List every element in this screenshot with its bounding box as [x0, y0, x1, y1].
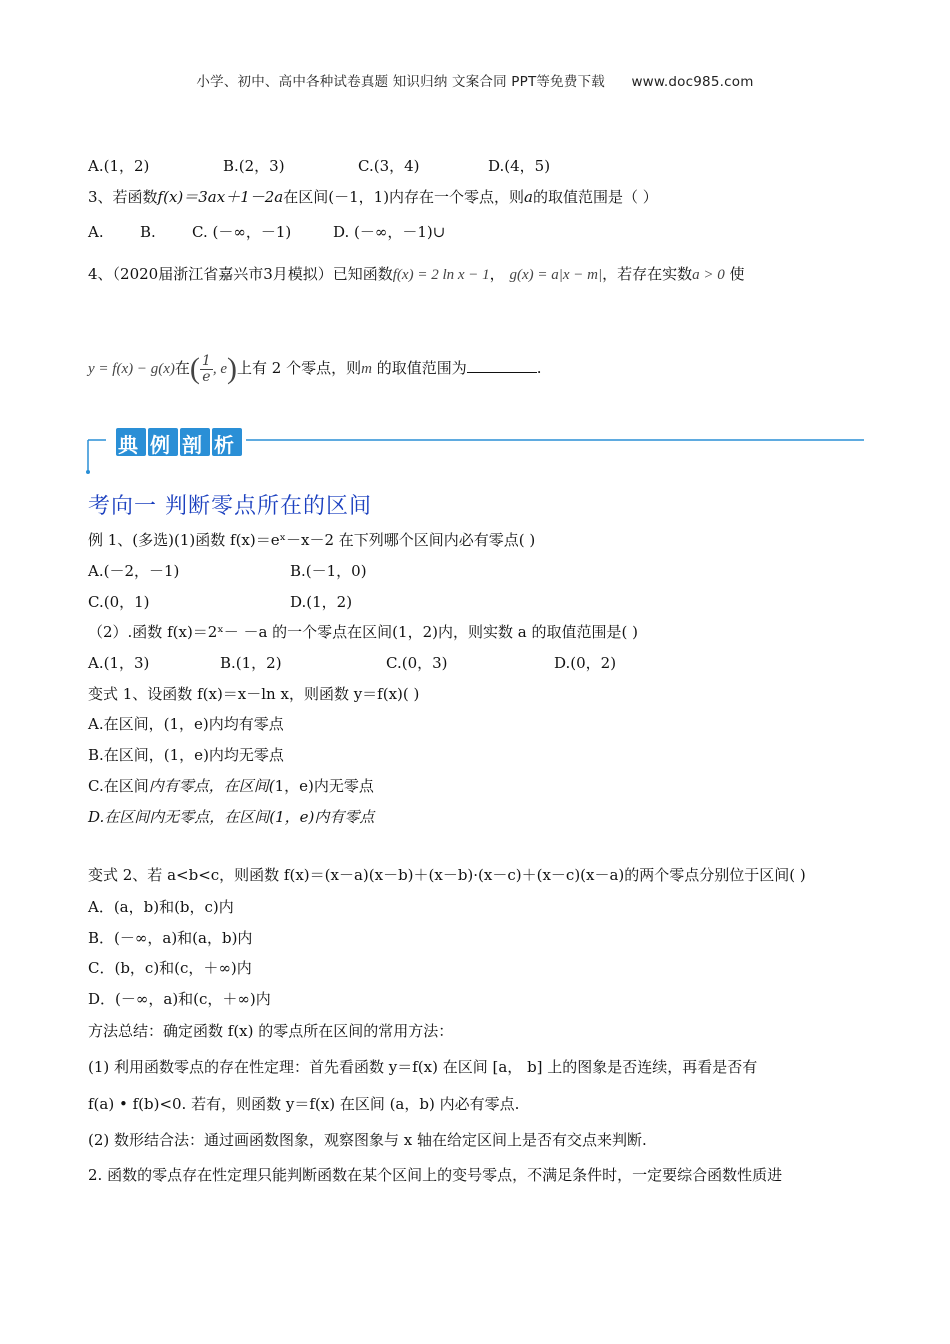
q3-option-c: C. (－∞，－1): [192, 223, 292, 241]
page-header: [0, 70, 950, 90]
q2-option-b: B.(2，3): [223, 157, 285, 175]
q3-option-b: B.: [140, 223, 156, 241]
q4-a-cond: a > 0: [692, 267, 725, 283]
q3-option-d: D. (－∞，－1)∪: [333, 223, 446, 241]
header-text: 小学、初中、高中各种试卷真题 知识归纳 文案合同 PPT等免费下载: [196, 74, 605, 90]
ex1-stem: 例 1、(多选)(1)函数 f(x)＝eˣ－x－2 在下列哪个区间内必有零点( ): [88, 531, 536, 549]
ex1-2-option-b: B.(1，2): [220, 654, 282, 672]
ex1-2-option-d: D.(0，2): [554, 654, 617, 672]
q4-y-expr: y = f(x) − g(x): [88, 361, 175, 377]
summary-p1: (1) 利用函数零点的存在性定理：首先看函数 y＝f(x) 在区间 [a， b] 上的图象是否连续，再看是否有: [88, 1058, 758, 1076]
var2-option-b: B．(－∞，a)和(a，b)内: [88, 929, 253, 947]
q3-stem: 3、若函数f(x)＝3ax＋1－2a在区间(－1，1)内存在一个零点，则a的取值范围是（ ）: [88, 188, 658, 206]
var1-option-a: A.在区间，(1，e)内均有零点: [88, 715, 284, 733]
var2-option-d: D．(－∞，a)和(c，＋∞)内: [88, 990, 271, 1008]
var2-option-c: C．(b，c)和(c，＋∞)内: [88, 959, 252, 977]
header-site: www.doc985.com: [631, 74, 754, 90]
ex1-option-a: A.(－2，－1): [88, 562, 180, 580]
q4-stem: 4、（2020届浙江省嘉兴市3月模拟）已知函数f(x) = 2 ln x − 1， g(x) = a|x − m|，若存在实数a > 0 使: [88, 265, 745, 283]
q3-option-a: A.: [88, 223, 104, 241]
summary-p3: 2. 函数的零点存在性定理只能判断函数在某个区间上的变号零点，不满足条件时，一定要综合函数性质进: [88, 1166, 783, 1184]
q4-fraction: $\frac{1}{e}$: [201, 352, 211, 385]
ex1-option-d: D.(1，2): [290, 593, 353, 611]
q4-line2: y = f(x) − g(x)在( $\frac{1}{e}$ , e)上有 2 个零点，则m 的取值范围为 .: [88, 352, 542, 385]
var2-option-a: A．(a，b)和(b，c)内: [88, 898, 234, 916]
var1-option-b: B.在区间，(1，e)内均无零点: [88, 746, 284, 764]
section-title: 考向一 判断零点所在的区间: [88, 494, 372, 519]
ex1-2-option-c: C.(0，3): [386, 654, 448, 672]
q2-options: [88, 156, 868, 176]
q4-g-expr: g(x) = a|x − m|: [509, 267, 603, 283]
var1-option-d: D.在区间内无零点，在区间(1，e)内有零点: [88, 808, 375, 826]
q4-f-expr: f(x) = 2 ln x − 1: [392, 267, 490, 283]
summary-p1b: f(a) • f(b)<0. 若有，则函数 y＝f(x) 在区间 (a，b) 内必有零点.: [88, 1095, 520, 1113]
var2-stem: 变式 2、若 a<b<c，则函数 f(x)＝(x－a)(x－b)＋(x－b)·(x－c)＋(x－c)(x－a)的两个零点分别位于区间( ): [88, 866, 806, 884]
ex1-stem-2: （2）.函数 f(x)＝2ˣ－ －a 的一个零点在区间(1，2)内，则实数 a 的取值范围是( ): [88, 623, 638, 641]
q2-option-a: A.(1，2): [88, 157, 150, 175]
q2-option-c: C.(3，4): [358, 157, 420, 175]
var1-stem: 变式 1、设函数 f(x)＝x－ln x，则函数 y＝f(x)( ): [88, 685, 420, 703]
summary-p2: (2) 数形结合法：通过画函数图象，观察图象与 x 轴在给定区间上是否有交点来判断.: [88, 1131, 647, 1149]
banner-label: 典例剖析: [118, 433, 246, 457]
ex1-option-b: B.(－1，0): [290, 562, 367, 580]
ex1-option-c: C.(0，1): [88, 593, 150, 611]
q2-option-d: D.(4，5): [488, 157, 551, 175]
ex1-options-2: [88, 653, 868, 673]
summary-title: 方法总结：确定函数 f(x) 的零点所在区间的常用方法：: [88, 1022, 454, 1040]
var1-option-c: C.在区间内有零点，在区间(1，e)内无零点: [88, 777, 374, 795]
ex1-2-option-a: A.(1，3): [88, 654, 150, 672]
q3-options: [88, 222, 868, 242]
answer-blank[interactable]: [467, 358, 537, 373]
